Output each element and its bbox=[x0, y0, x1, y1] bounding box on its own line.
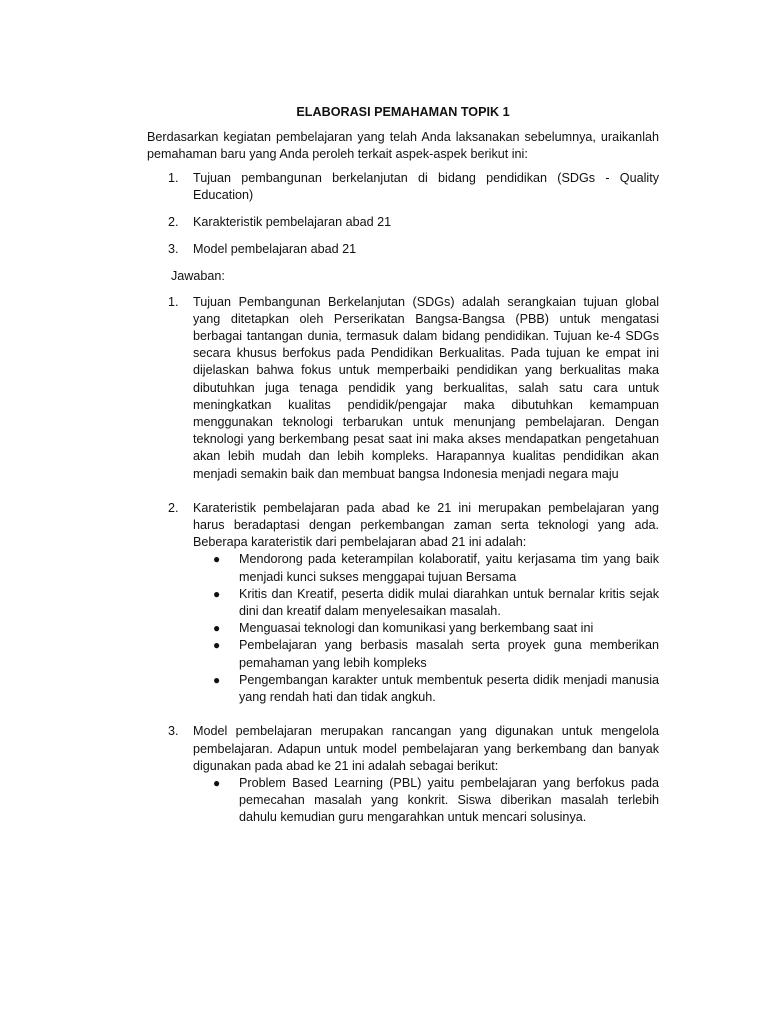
answer-list bbox=[147, 294, 659, 827]
bullet-dot: ● bbox=[213, 775, 221, 790]
intro-paragraph: Berdasarkan kegiatan pembelajaran yang telah Anda laksanakan sebelumnya, uraikanlah pemahaman baru yang Anda peroleh terkait aspek-aspek berikut ini: bbox=[147, 130, 659, 162]
question-item bbox=[147, 241, 659, 258]
bullet-text: Kritis dan Kreatif, peserta didik mulai diarahkan untuk bernalar kritis sejak dini dan kreatif dalam menyelesaikan masalah. bbox=[239, 586, 659, 619]
question-number: 3. bbox=[168, 242, 179, 257]
bullet-text: Menguasai teknologi dan komunikasi yang berkembang saat ini bbox=[239, 621, 594, 636]
bullet-dot: ● bbox=[213, 621, 221, 636]
question-text: Karakteristik pembelajaran abad 21 bbox=[193, 215, 392, 230]
answer-item bbox=[147, 723, 659, 826]
answer-number: 3. bbox=[168, 724, 179, 739]
question-item bbox=[147, 170, 659, 204]
answer-number: 1. bbox=[168, 294, 179, 309]
answer-item bbox=[147, 500, 659, 706]
bullet-item bbox=[193, 775, 659, 827]
bullet-item bbox=[193, 551, 659, 585]
question-text: Model pembelajaran abad 21 bbox=[193, 242, 357, 257]
bullet-item bbox=[193, 586, 659, 620]
document-title: ELABORASI PEMAHAMAN TOPIK 1 bbox=[296, 105, 510, 119]
bullet-item bbox=[193, 637, 659, 671]
answer-text: Model pembelajaran merupakan rancangan yang digunakan untuk mengelola pembelajaran. Adapun untuk model pembelajaran yang berkembang dan banyak digunakan pada abad ke 21 ini adalah sebagai berikut: bbox=[193, 724, 659, 773]
answer-item bbox=[147, 294, 659, 483]
bullet-list bbox=[193, 775, 659, 827]
bullet-text: Problem Based Learning (PBL) yaitu pembelajaran yang berfokus pada pemecahan masalah yang konkrit. Siswa diberikan masalah terlebih dahulu kemudian guru mengarahkan untuk mencari solusinya. bbox=[239, 775, 659, 825]
question-number: 2. bbox=[168, 215, 179, 230]
bullet-dot: ● bbox=[213, 552, 221, 567]
answers-label: Jawaban: bbox=[171, 269, 225, 284]
question-item bbox=[147, 214, 659, 231]
document-page bbox=[147, 104, 659, 827]
bullet-item bbox=[193, 620, 659, 637]
bullet-list bbox=[193, 551, 659, 706]
question-number: 1. bbox=[168, 170, 179, 185]
bullet-dot: ● bbox=[213, 672, 221, 687]
question-list bbox=[147, 170, 659, 259]
answer-number: 2. bbox=[168, 500, 179, 515]
bullet-text: Pembelajaran yang berbasis masalah serta proyek guna memberikan pemahaman yang lebih kompleks bbox=[239, 638, 659, 670]
bullet-dot: ● bbox=[213, 638, 221, 653]
bullet-text: Mendorong pada keterampilan kolaboratif, yaitu kerjasama tim yang baik menjadi kunci sukses menggapai tujuan Bersama bbox=[239, 552, 659, 584]
answer-text: Karateristik pembelajaran pada abad ke 21 ini merupakan pembelajaran yang harus beradaptasi dengan perkembangan zaman serta teknologi yang ada. Beberapa karateristik dari pembelajaran abad 21 ini adalah: bbox=[193, 500, 659, 550]
bullet-text: Pengembangan karakter untuk membentuk peserta didik menjadi manusia yang rendah hati dan tidak angkuh. bbox=[239, 672, 659, 705]
answer-text: Tujuan Pembangunan Berkelanjutan (SDGs) adalah serangkaian tujuan global yang ditetapkan oleh Perserikatan Bangsa-Bangsa (PBB) untuk mengatasi berbagai tantangan dunia, termasuk dalam bidang pendidikan. Tujuan ke-4 SDGs secara khusus berfokus pada Pendidikan Berkualitas. Pada tujuan ke empat ini dijelaskan bahwa fokus untuk memperbaiki pendidikan yang berkualitas maka dibutuhkan juga tenaga pendidik yang berkualitas, salah satu cara untuk meningkatkan kualitas pendidik/pengajar maka dibutuhkan kemampuan menggunakan teknologi terbarukan untuk menunjang pembelajaran. Dengan teknologi yang berkembang pesat saat ini maka akses mendapatkan pengetahuan akan lebih mudah dan lebih kompleks. Harapannya kualitas pendidikan akan menjadi semakin baik dan membuat bangsa Indonesia menjadi negara maju bbox=[193, 294, 659, 481]
bullet-item bbox=[193, 672, 659, 706]
question-text: Tujuan pembangunan berkelanjutan di bidang pendidikan (SDGs - Quality Education) bbox=[193, 170, 659, 202]
bullet-dot: ● bbox=[213, 586, 221, 601]
